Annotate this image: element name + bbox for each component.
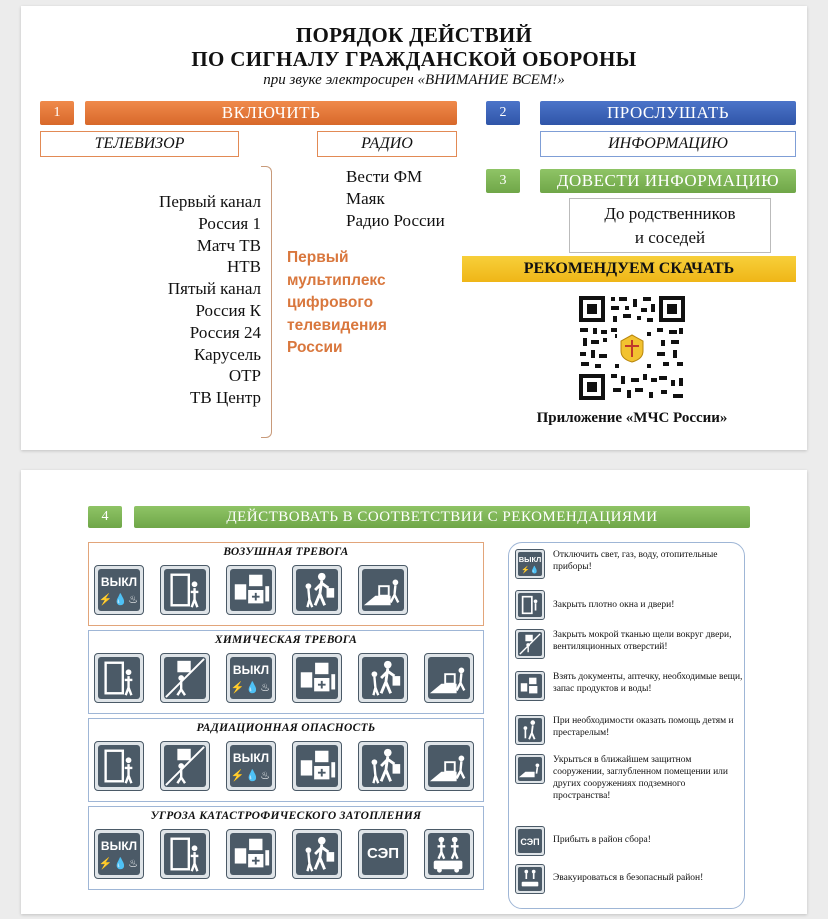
recommend-download-bar: РЕКОМЕНДУЕМ СКАЧАТЬ	[462, 256, 796, 282]
channel-brace	[261, 166, 272, 438]
shelter-icon	[424, 653, 474, 703]
multiplex-line: России	[287, 339, 343, 356]
help-elderly-icon	[358, 653, 408, 703]
tv-channel-list	[159, 191, 261, 409]
legend-text: Закрыть плотно окна и двери!	[553, 600, 675, 610]
legend-panel	[508, 542, 745, 909]
slide-signal-actions	[21, 6, 807, 450]
shelter-icon	[424, 741, 474, 791]
icon-label: СЭП	[520, 837, 540, 847]
step-3-number: 3	[486, 169, 520, 193]
step-4-number: 4	[88, 506, 122, 528]
step-2-bar: ПРОСЛУШАТЬ	[540, 101, 796, 125]
section-radiation	[88, 718, 484, 802]
documents-kit-icon	[292, 653, 342, 703]
multiplex-line: мультиплекс	[287, 271, 386, 289]
documents-kit-icon	[292, 741, 342, 791]
section-title: РАДИАЦИОННАЯ ОПАСНОСТЬ	[196, 722, 376, 734]
step-2-number: 2	[486, 101, 520, 125]
close-window-icon	[94, 741, 144, 791]
slide-recommendations	[21, 470, 807, 914]
legend-text: Взять документы, аптечку, необходимые вещи, запас продуктов и воды!	[553, 672, 743, 694]
tv-channel: Пятый канал	[167, 279, 261, 299]
section-chemical	[88, 630, 484, 714]
step-1-bar: ВКЛЮЧИТЬ	[85, 101, 457, 125]
step-3-bar: ДОВЕСТИ ИНФОРМАЦИЮ	[540, 169, 796, 193]
icon-label: ВЫКЛ	[518, 555, 542, 564]
tv-channel: ОТР	[228, 366, 261, 386]
close-window-icon	[515, 590, 545, 620]
assembly-point-icon	[515, 826, 545, 856]
help-elderly-icon	[292, 565, 342, 615]
legend-text: Отключить свет, газ, воду, отопительные приборы!	[553, 550, 718, 572]
section-title: УГРОЗА КАТАСТРОФИЧЕСКОГО ЗАТОПЛЕНИЯ	[150, 810, 422, 822]
seal-vents-icon	[160, 653, 210, 703]
legend-text: Эвакуироваться в безопасный район!	[553, 873, 704, 883]
evacuate-icon	[424, 829, 474, 879]
section-air-raid	[88, 542, 484, 626]
icon-label: СЭП	[366, 845, 400, 862]
tv-label-box: ТЕЛЕВИЗОР	[40, 131, 239, 157]
step-1-number: 1	[40, 101, 74, 125]
radio-station: Радио России	[346, 211, 445, 230]
power-off-icon: ВЫКЛ ⚡💧♨	[226, 741, 276, 791]
documents-kit-icon	[515, 671, 545, 701]
power-off-icon: ВЫКЛ ⚡💧♨	[226, 653, 276, 703]
power-off-icon: ВЫКЛ ⚡💧♨	[94, 829, 144, 879]
radio-station-list	[346, 166, 445, 232]
legend-text: Закрыть мокрой тканью щели вокруг двери, вентиляционных отверстий!	[553, 630, 732, 652]
icon-label: ВЫКЛ	[232, 663, 270, 677]
tv-channel: Карусель	[194, 344, 261, 364]
app-caption: Приложение «МЧС России»	[536, 410, 728, 426]
power-off-icon: ВЫКЛ ⚡💧♨	[94, 565, 144, 615]
help-elderly-icon	[358, 741, 408, 791]
title-line-2: ПО СИГНАЛУ ГРАЖДАНСКОЙ ОБОРОНЫ	[191, 47, 637, 71]
relatives-line-2: и соседей	[634, 227, 706, 247]
radio-station: Вести ФМ	[346, 167, 423, 186]
tv-channel: Россия К	[195, 300, 261, 320]
legend-text: Укрыться в ближайшем защитном сооружении, заглубленном помещении или других сооружениях подземного пространства!	[553, 755, 728, 801]
tv-channel: Матч ТВ	[196, 235, 261, 255]
title-line-1: ПОРЯДОК ДЕЙСТВИЙ	[295, 23, 533, 47]
step-4-bar: ДЕЙСТВОВАТЬ В СООТВЕТСТВИИ С РЕКОМЕНДАЦИЯМИ	[134, 506, 750, 528]
power-off-icon: ВЫКЛ ⚡💧	[515, 549, 545, 579]
section-title: ВОЗУШНАЯ ТРЕВОГА	[223, 546, 349, 558]
tv-channel: Россия 24	[189, 322, 261, 342]
documents-kit-icon	[226, 565, 276, 615]
icon-label: ВЫКЛ	[232, 751, 270, 765]
multiplex-note	[287, 247, 427, 360]
evacuate-icon	[515, 864, 545, 894]
relatives-box	[569, 198, 771, 253]
radio-label-box: РАДИО	[317, 131, 457, 157]
multiplex-line: цифрового	[287, 294, 374, 311]
multiplex-line: Первый	[287, 249, 349, 266]
shelter-icon	[358, 565, 408, 615]
tv-channel: НТВ	[227, 257, 261, 277]
qr-code-image[interactable]	[577, 294, 687, 402]
assembly-point-icon	[358, 829, 408, 879]
shelter-icon	[515, 754, 545, 784]
documents-kit-icon	[226, 829, 276, 879]
tv-channel: Россия 1	[198, 213, 261, 233]
tv-channel: Первый канал	[159, 192, 261, 211]
help-elderly-icon	[292, 829, 342, 879]
info-label-box: ИНФОРМАЦИЮ	[540, 131, 796, 157]
multiplex-line: телевидения	[287, 316, 387, 334]
close-window-icon	[160, 829, 210, 879]
tv-channel: ТВ Центр	[189, 388, 261, 408]
radio-station: Маяк	[346, 189, 385, 208]
close-window-icon	[94, 653, 144, 703]
seal-vents-icon	[160, 741, 210, 791]
section-title: ХИМИЧЕСКАЯ ТРЕВОГА	[214, 634, 358, 646]
relatives-line-1: До родственников	[604, 203, 736, 223]
close-window-icon	[160, 565, 210, 615]
help-elderly-icon	[515, 715, 545, 745]
icon-label: ВЫКЛ	[100, 839, 138, 853]
subtitle: при звуке электросирен «ВНИМАНИЕ ВСЕМ!»	[263, 72, 565, 88]
legend-text: При необходимости оказать помощь детям и престарелым!	[553, 716, 734, 738]
seal-vents-icon	[515, 629, 545, 659]
legend-text: Прибыть в район сбора!	[553, 835, 651, 845]
section-flooding	[88, 806, 484, 890]
icon-label: ВЫКЛ	[100, 575, 138, 589]
